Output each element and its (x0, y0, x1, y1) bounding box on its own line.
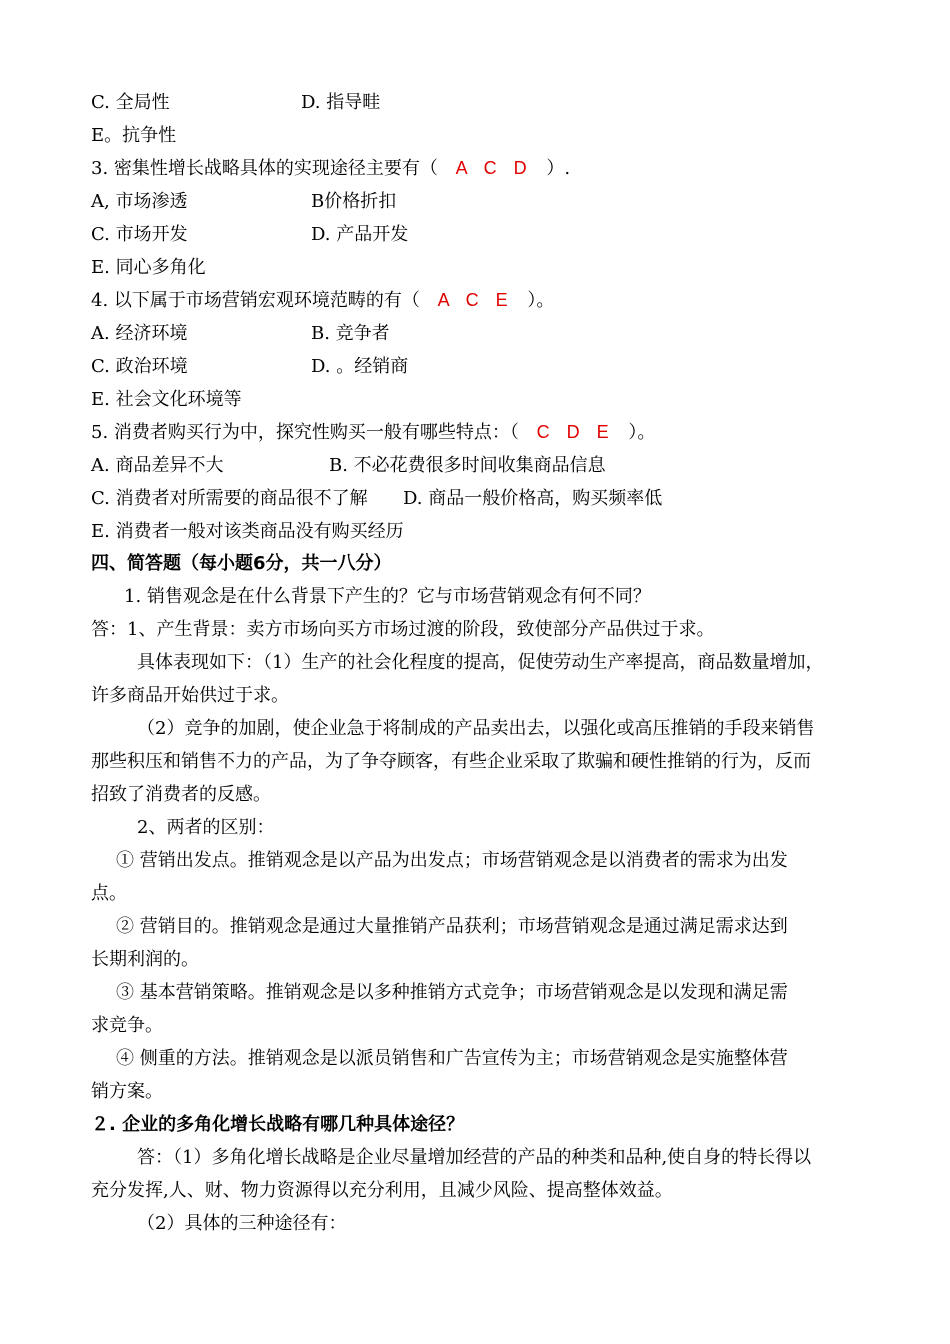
option-d: D. 商品一般价格高，购买频率低 (403, 488, 663, 509)
option-b: B. 竞争者 (311, 323, 390, 344)
answer-paragraph: 充分发挥,人、财、物力资源得以充分利用，且减少风险、提高整体效益。 (91, 1180, 673, 1201)
option-a: A. 商品差异不大 (91, 455, 224, 476)
question-4 (91, 284, 890, 317)
question-5 (91, 416, 890, 449)
answer-point: 点。 (91, 883, 127, 904)
answer-paragraph: 答：（1）多角化增长战略是企业尽量增加经营的产品的种类和品种,使自身的特长得以 (137, 1147, 812, 1168)
answer-paragraph: （2）具体的三种途径有： (137, 1213, 347, 1234)
option-c: C. 消费者对所需要的商品很不了解 (91, 488, 368, 509)
question-close: ）。 (527, 290, 555, 311)
option-d: D. 。经销商 (311, 356, 409, 377)
section-heading: 四、简答题（每小题6分，共一八分） (91, 553, 392, 574)
answer-key: C D E (536, 422, 615, 442)
answer-point: ① 营销出发点。推销观念是以产品为出发点；市场营销观念是以消费者的需求为出发 (116, 850, 788, 871)
option-line (91, 317, 890, 350)
question-text: 3. 密集性增长战略具体的实现途径主要有（ (91, 158, 438, 179)
option-e: E. 消费者一般对该类商品没有购买经历 (91, 521, 404, 542)
question-close: ）. (546, 158, 571, 179)
answer-point: ③ 基本营销策略。推销观念是以多种推销方式竞争；市场营销观念是以发现和满足需 (116, 982, 788, 1003)
option-e: E. 同心多角化 (91, 257, 206, 278)
answer-paragraph: 答：1、产生背景：卖方市场向买方市场过渡的阶段，致使部分产品供过于求。 (91, 619, 715, 640)
option-c: C. 市场开发 (91, 224, 188, 245)
answer-point: ④ 侧重的方法。推销观念是以派员销售和广告宣传为主；市场营销观念是实施整体营 (116, 1048, 788, 1069)
option-d: D. 产品开发 (311, 224, 409, 245)
option-line (91, 218, 890, 251)
option-line (91, 482, 890, 515)
short-question-2: ２. 企业的多角化增长战略有哪几种具体途径？ (91, 1114, 465, 1135)
answer-key: A C E (437, 290, 514, 310)
answer-point: 销方案。 (91, 1081, 163, 1102)
answer-paragraph: 2、两者的区别： (137, 817, 275, 838)
question-3 (91, 152, 890, 185)
question-text: 4. 以下属于市场营销宏观环境范畴的有（ (91, 290, 420, 311)
option-e: E. 社会文化环境等 (91, 389, 242, 410)
option-a: A, 市场渗透 (91, 191, 188, 212)
answer-paragraph: 具体表现如下：（1）生产的社会化程度的提高，促使劳动生产率提高，商品数量增加， (137, 652, 824, 673)
option-d: D. 指导畦 (301, 92, 381, 113)
option-b: B价格折扣 (311, 191, 397, 212)
option-line (91, 350, 890, 383)
answer-point: 求竞争。 (91, 1015, 163, 1036)
option-b: B. 不必花费很多时间收集商品信息 (329, 455, 606, 476)
option-e: E。抗争性 (91, 125, 177, 146)
option-line (91, 449, 890, 482)
option-c: C. 全局性 (91, 92, 170, 113)
answer-paragraph: （2）竞争的加剧，使企业急于将制成的产品卖出去，以强化或高压推销的手段来销售 (137, 718, 815, 739)
answer-key: A C D (455, 158, 533, 178)
question-text: 5. 消费者购买行为中，探究性购买一般有哪些特点：（ (91, 422, 519, 443)
option-line (91, 86, 890, 119)
option-a: A. 经济环境 (91, 323, 188, 344)
option-c: C. 政治环境 (91, 356, 188, 377)
answer-paragraph: 那些积压和销售不力的产品，为了争夺顾客，有些企业采取了欺骗和硬性推销的行为，反而 (91, 751, 811, 772)
question-close: ）。 (628, 422, 656, 443)
option-line (91, 185, 890, 218)
answer-point: ② 营销目的。推销观念是通过大量推销产品获利；市场营销观念是通过满足需求达到 (116, 916, 788, 937)
short-question-1: 1. 销售观念是在什么背景下产生的？它与市场营销观念有何不同？ (124, 586, 651, 607)
answer-paragraph: 许多商品开始供过于求。 (91, 685, 289, 706)
answer-paragraph: 招致了消费者的反感。 (91, 784, 271, 805)
answer-point: 长期利润的。 (91, 949, 199, 970)
